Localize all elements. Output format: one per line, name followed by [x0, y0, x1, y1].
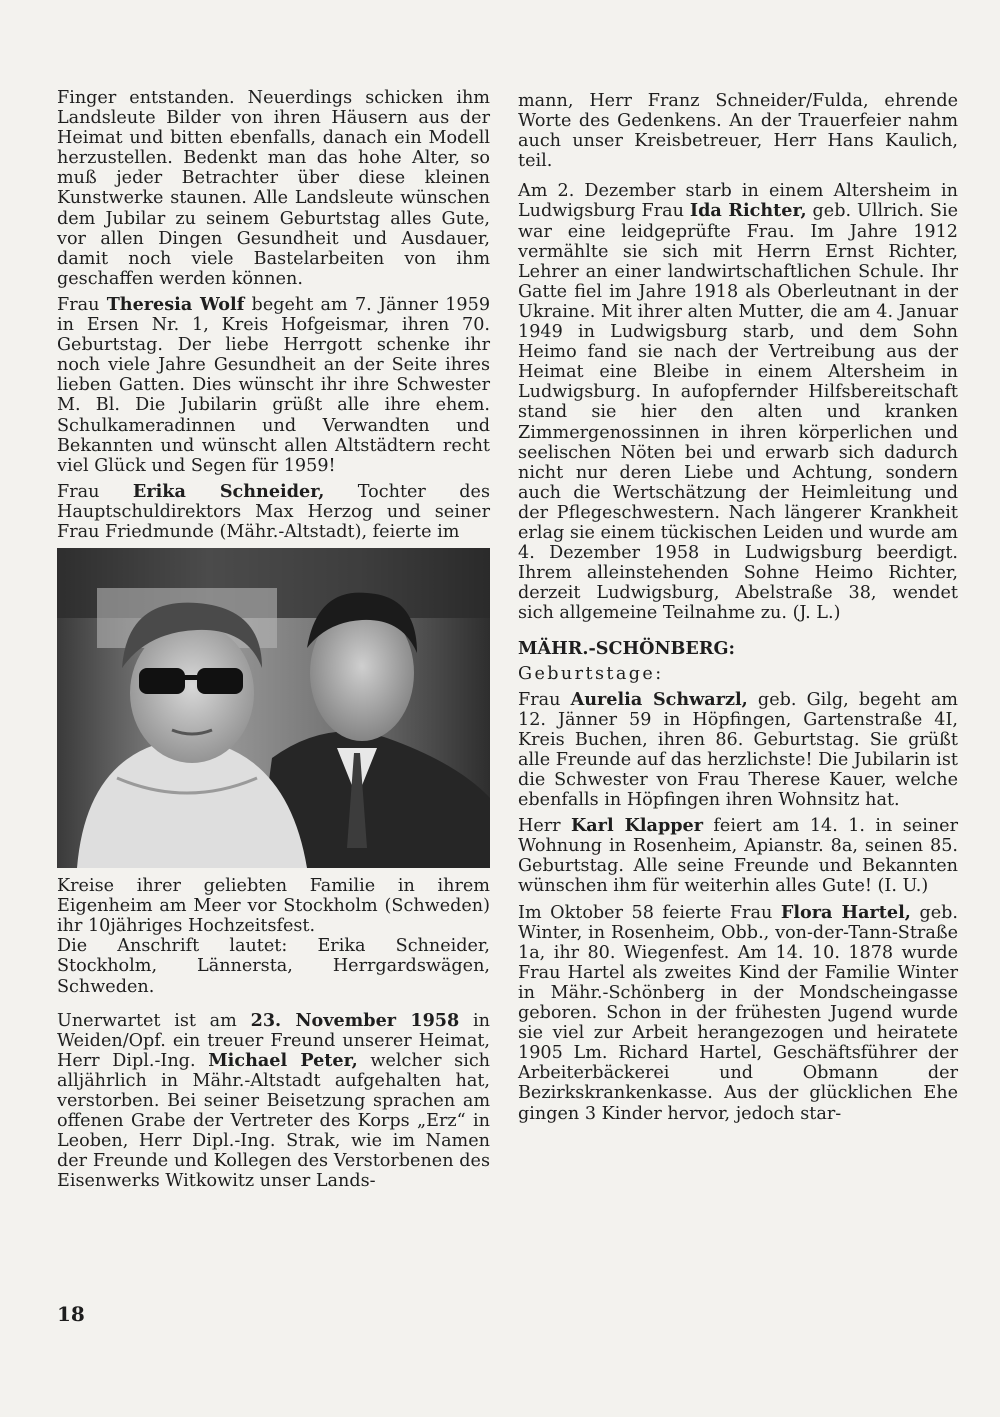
name-aurelia-schwarzl: Aurelia Schwarzl, — [570, 688, 748, 710]
right-column — [518, 91, 958, 1130]
paragraph-theresia-wolf: Frau Theresia Wolf begeht am 7. Jänner 1959 in Ersen Nr. 1, Kreis Hofgeismar, ihren 70. Geburtstag. Der liebe Herrgott schenke ihr noch viele Jahre Gesundheit an der Seite ihres lieben Gatten. Dies wünscht ihr ihre Schwester M. Bl. Die Jubilarin grüßt alle ihre ehem. Schulkameradinnen und Verwandten und Bekannten und wünscht allen Altstädtern recht viel Glück und Segen für 1959! — [57, 293, 491, 476]
left-column — [57, 88, 490, 1197]
date-23-november-1958: 23. November 1958 — [250, 1009, 460, 1031]
name-karl-klapper: Karl Klapper — [570, 815, 704, 837]
paragraph-trauerfeier: mann, Herr Franz Schneider/Fulda, ehrende Worte des Gedenkens. An der Trauerfeier nahm auch unser Kreisbetreuer, Herr Hans Kaulich, teil. — [518, 91, 958, 172]
paragraph-hochzeitsfest: Kreise ihrer geliebten Familie in ihrem Eigenheim am Meer vor Stockholm (Schweden) ihr 10jähriges Hochzeitsfest. — [57, 876, 490, 937]
section-heading-maehr-schoenberg: MÄHR.-SCHÖNBERG: — [518, 638, 735, 660]
couple-photo-image — [57, 548, 490, 868]
name-flora-hartel: Flora Hartel, — [780, 901, 911, 923]
paragraph-flora-hartel: Im Oktober 58 feierte Frau Flora Hartel, geb. Winter, in Rosenheim, Obb., von-der-Tann-Straße 1a, ihr 80. Wiegenfest. Am 14. 10. 1878 wurde Frau Hartel als zweites Kind der Familie Winter in Mähr.-Schönberg in der Mondscheingasse geboren. Schon in der frühesten Jugend wurde sie viel zur Arbeit herangezogen und heiratete 1905 Lm. Richard Hartel, Geschäftsführer der Arbeiterbäckerei und Obmann der Bezirkskrankenkasse. Aus der glücklichen Ehe gingen 3 Kinder hervor, jedoch star- — [518, 901, 958, 1124]
subheading-geburtstage: Geburtstage: — [518, 663, 664, 684]
name-ida-richter: Ida Richter, — [689, 200, 807, 222]
name-michael-peter: Michael Peter, — [208, 1049, 358, 1071]
paragraph-finger: Finger entstanden. Neuerdings schicken ihm Landsleute Bilder von ihren Häusern aus der Heimat und bitten ebenfalls, danach ein Modell herzustellen. Bedenkt man das hohe Alter, so muß jeder Betrachter über diese kleinen Kunstwerke staunen. Alle Landsleute wünschen dem Jubilar zu seinem Geburtstag alles Gute, vor allen Dingen Gesundheit und Ausdauer, damit noch viele Bastelarbeiten von ihm geschaffen werden können. — [57, 88, 490, 289]
paragraph-aurelia-schwarzl: Frau Aurelia Schwarzl, geb. Gilg, begeht am 12. Jänner 59 in Höpfingen, Gartenstraße 4I, Kreis Buchen, ihren 86. Geburtstag. Sie grüßt alle Freunde auf das herzlichste! Die Jubilarin ist die Schwester von Frau Therese Kauer, welche ebenfalls in Höpfingen ihren Wohnsitz hat. — [518, 688, 958, 811]
paragraph-ida-richter: Am 2. Dezember starb in einem Altersheim in Ludwigsburg Frau Ida Richter, geb. Ullrich. Sie war eine leidgeprüfte Frau. Im Jahre 1912 vermählte sie sich mit Herrn Ernst Richter, Lehrer an einer landwirtschaftlichen Schule. Ihr Gatte fiel im Jahre 1918 als Oberleutnant in der Ukraine. Mit ihrer alten Mutter, die am 4. Januar 1949 in Ludwigsburg starb, und dem Sohn Heimo fand sie nach der Vertreibung aus der Heimat eine Bleibe in einem Altersheim in Ludwigsburg. In aufopfernder Hilfsbereitschaft stand sie hier den alten und kranken Zimmergenossinnen in ihren körperlichen und seelischen Nöten bei und erwarb sich dadurch nicht nur deren Liebe und Achtung, sondern auch die Wertschätzung der Heimleitung und der Pflegeschwestern. Nach längerer Krankheit erlag sie einem tückischen Leiden und wurde am 4. Dezember 1958 in Ludwigsburg beerdigt. Ihrem alleinstehenden Sohne Heimo Richter, derzeit Ludwigsburg, Abelstraße 38, wendet sich allgemeine Teilnahme zu. (J. L.) — [518, 181, 958, 624]
name-theresia-wolf: Theresia Wolf — [106, 293, 245, 315]
paragraph-anschrift: Die Anschrift lautet: Erika Schneider, Stockholm, Lännersta, Herrgardswägen, Schweden. — [57, 936, 490, 997]
name-erika-schneider: Erika Schneider, — [132, 480, 325, 502]
couple-photo — [57, 548, 490, 868]
paragraph-michael-peter: Unerwartet ist am 23. November 1958 in Weiden/Opf. ein treuer Freund unserer Heimat, Herr Dipl.-Ing. Michael Peter, welcher sich alljährlich in Mähr.-Altstadt aufgehalten hat, verstorben. Bei seiner Beisetzung sprachen am offenen Grabe der Vertreter des Korps „Erz“ in Leoben, Herr Dipl.-Ing. Strak, wie im Namen der Freunde und Kollegen des Verstorbenen des Eisenwerks Witkowitz unser Lands- — [57, 1009, 491, 1192]
page-number: 18 — [57, 1302, 85, 1326]
paragraph-erika-schneider: Frau Erika Schneider, Tochter des Hauptschuldirektors Max Herzog und seiner Frau Friedmunde (Mähr.-Altstadt), feierte im — [57, 480, 490, 542]
paragraph-karl-klapper: Herr Karl Klapper feiert am 14. 1. in seiner Wohnung in Rosenheim, Apianstr. 8a, seinen 85. Geburtstag. Alle seine Freunde und Bekannten wünschen ihm für weiterhin alles Gute! (I. U.) — [518, 815, 958, 897]
